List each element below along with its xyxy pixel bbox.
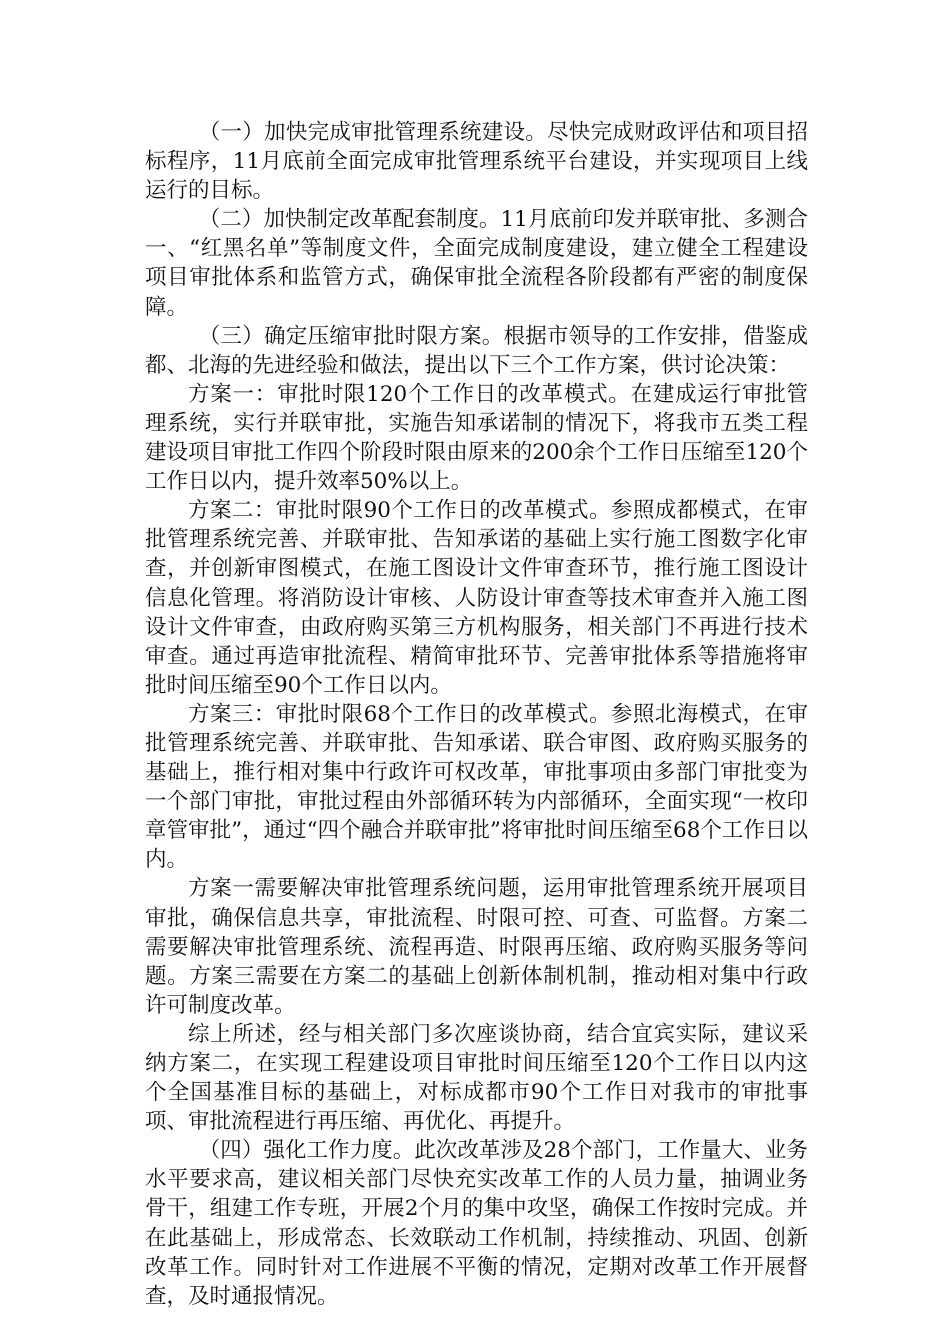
paragraph-section-4: （四）强化工作力度。此次改革涉及28个部门，工作量大、业务水平要求高，建议相关部门尽快充实改革工作的人员力量，抽调业务骨干，组建工作专班，开展2个月的集中攻坚，确保工作按时完成。并在此基础上，形成常态、长效联动工作机制，持续推动、巩固、创新改革工作。同时针对工作进展不平衡的情况，定期对改革工作开展督查，及时通报情况。 bbox=[145, 1138, 808, 1309]
paragraph-section-2: （二）加快制定改革配套制度。11月底前印发并联审批、多测合一、“红黑名单”等制度文件，全面完成制度建设，建立健全工程建设项目审批体系和监管方式，确保审批全流程各阶段都有严密的制度保障。 bbox=[145, 207, 808, 320]
paragraph-section-3: （三）确定压缩审批时限方案。根据市领导的工作安排，借鉴成都、北海的先进经验和做法，提出以下三个工作方案，供讨论决策： bbox=[145, 323, 808, 378]
document-body bbox=[145, 118, 808, 1311]
paragraph-plan-3: 方案三：审批时限68个工作日的改革模式。参照北海模式，在审批管理系统完善、并联审批、告知承诺、联合审图、政府购买服务的基础上，推行相对集中行政许可权改革，审批事项由多部门审批变为一个部门审批，审批过程由外部循环转为内部循环，全面实现“一枚印章管审批”，通过“四个融合并联审批”将审批时间压缩至68个工作日以内。 bbox=[145, 701, 808, 873]
paragraph-section-1: （一）加快完成审批管理系统建设。尽快完成财政评估和项目招标程序，11月底前全面完成审批管理系统平台建设，并实现项目上线运行的目标。 bbox=[145, 120, 808, 204]
paragraph-plan-1: 方案一：审批时限120个工作日的改革模式。在建成运行审批管理系统，实行并联审批，实施告知承诺制的情况下，将我市五类工程建设项目审批工作四个阶段时限由原来的200余个工作日压缩至120个工作日以内，提升效率50%以上。 bbox=[145, 381, 808, 495]
paragraph-recommendation: 综上所述，经与相关部门多次座谈协商，结合宜宾实际，建议采纳方案二，在实现工程建设项目审批时间压缩至120个工作日以内这个全国基准目标的基础上，对标成都市90个工作日对我市的审批事项、审批流程进行再压缩、再优化、再提升。 bbox=[145, 1021, 808, 1135]
paragraph-plan-comparison: 方案一需要解决审批管理系统问题，运用审批管理系统开展项目审批，确保信息共享，审批流程、时限可控、可查、可监督。方案二需要解决审批管理系统、流程再造、时限再压缩、政府购买服务等问题。方案三需要在方案二的基础上创新体制机制，推动相对集中行政许可制度改革。 bbox=[145, 876, 808, 1018]
paragraph-plan-2: 方案二：审批时限90个工作日的改革模式。参照成都模式，在审批管理系统完善、并联审批、告知承诺的基础上实行施工图数字化审查，并创新审图模式，在施工图设计文件审查环节，推行施工图设计信息化管理。将消防设计审核、人防设计审查等技术审查并入施工图设计文件审查，由政府购买第三方机构服务，相关部门不再进行技术审查。通过再造审批流程、精简审批环节、完善审批体系等措施将审批时间压缩至90个工作日以内。 bbox=[145, 498, 808, 698]
